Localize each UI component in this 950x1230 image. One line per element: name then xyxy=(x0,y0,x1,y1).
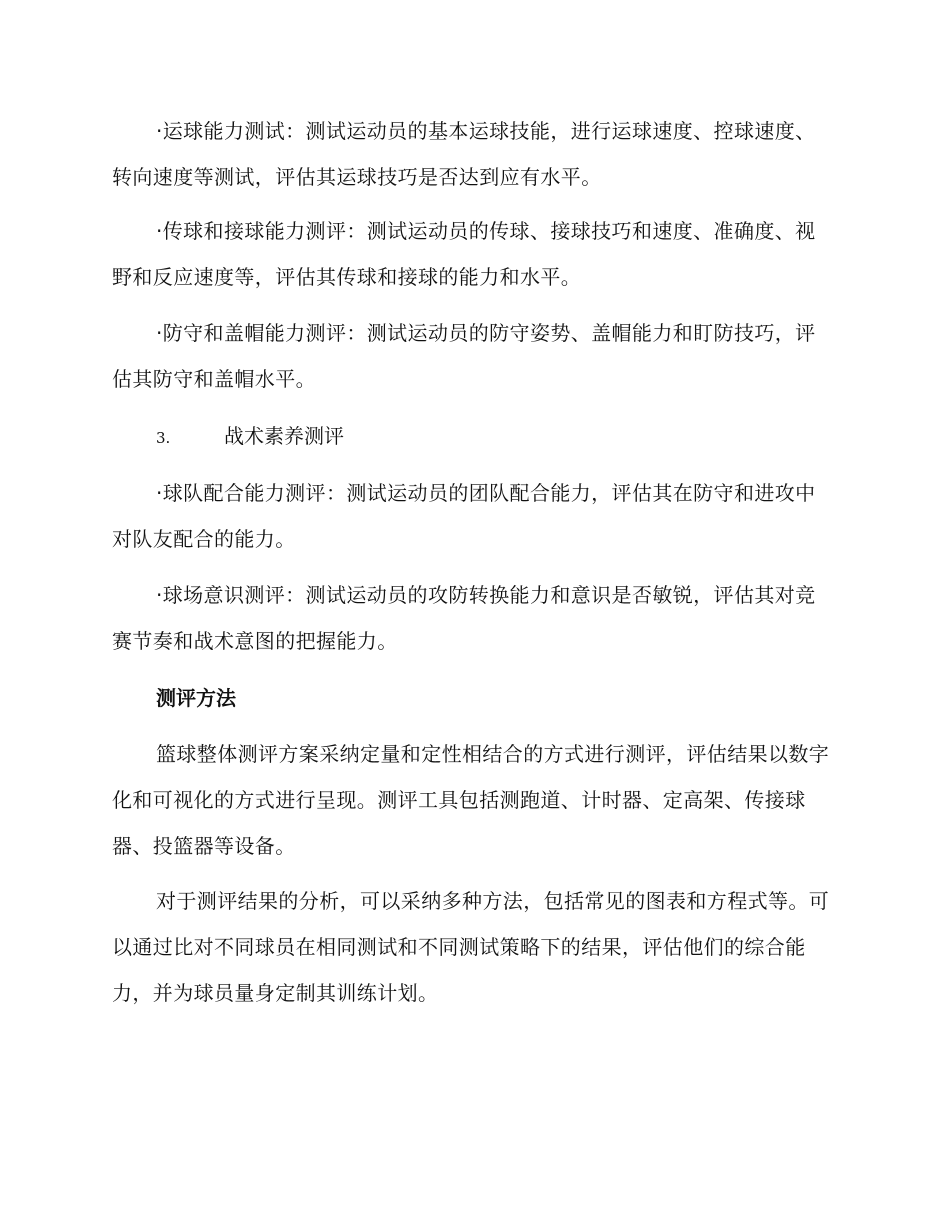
paragraph-method-intro: 篮球整体测评方案采纳定量和定性相结合的方式进行测评，评估结果以数字化和可视化的方式进行呈现。测评工具包括测跑道、计时器、定高架、传接球器、投篮器等设备。 xyxy=(112,742,830,858)
paragraph-defense-block-test: ·防守和盖帽能力测评：测试运动员的防守姿势、盖帽能力和盯防技巧，评估其防守和盖帽水平。 xyxy=(112,321,816,391)
heading-tactics-number: 3. xyxy=(156,429,171,447)
heading-tactics-title: 战术素养测评 xyxy=(224,424,344,448)
paragraph-analysis: 对于测评结果的分析，可以采纳多种方法，包括常见的图表和方程式等。可以通过比对不同球员在相同测试和不同测试策略下的结果，评估他们的综合能力，并为球员量身定制其训练计划。 xyxy=(112,889,830,1005)
section-title-method: 测评方法 xyxy=(156,686,236,710)
paragraph-dribble-test: ·运球能力测试：测试运动员的基本运球技能，进行运球速度、控球速度、转向速度等测试，评估其运球技巧是否达到应有水平。 xyxy=(112,119,816,189)
paragraph-court-awareness-test: ·球场意识测评：测试运动员的攻防转换能力和意识是否敏锐，评估其对竞赛节奏和战术意图的把握能力。 xyxy=(112,583,816,653)
heading-tactics xyxy=(156,413,344,461)
paragraph-team-coord-test: ·球队配合能力测评：测试运动员的团队配合能力，评估其在防守和进攻中对队友配合的能力。 xyxy=(112,481,816,551)
paragraph-pass-catch-test: ·传球和接球能力测评：测试运动员的传球、接球技巧和速度、准确度、视野和反应速度等，评估其传球和接球的能力和水平。 xyxy=(112,219,816,289)
